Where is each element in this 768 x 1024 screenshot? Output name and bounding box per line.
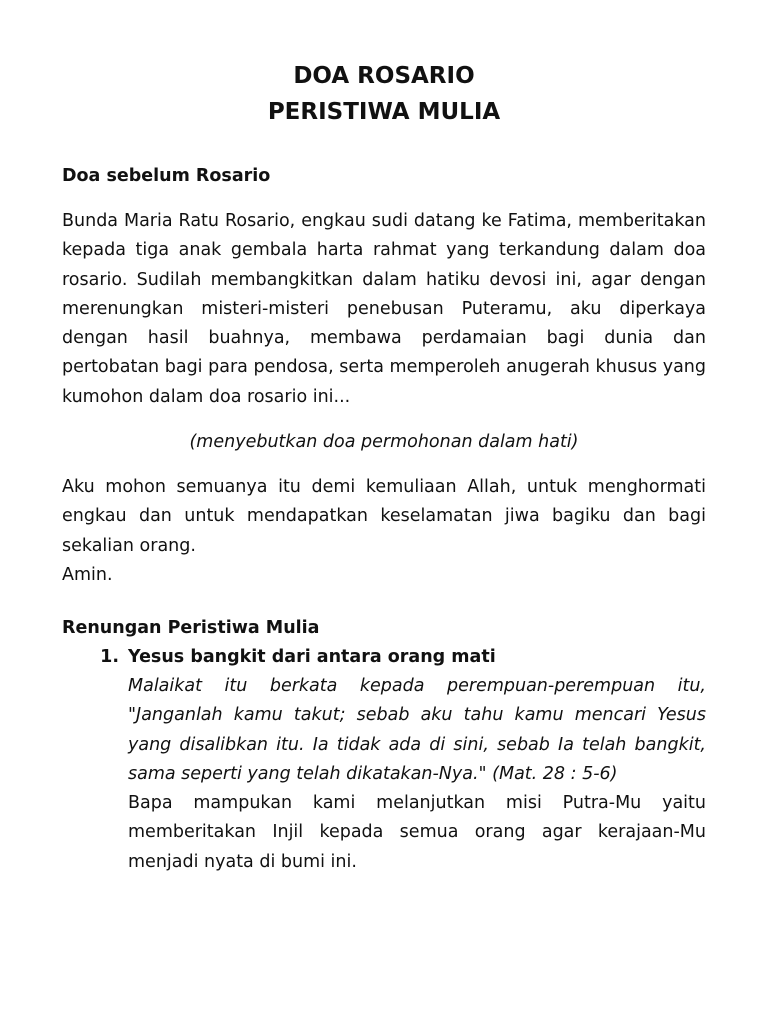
- title-line-2: PERISTIWA MULIA: [267, 99, 501, 125]
- title-line-1: DOA ROSARIO: [293, 63, 475, 89]
- prayer-paragraph-1: Bunda Maria Ratu Rosario, engkau sudi datang ke Fatima, memberitakan kepada tiga anak gembala harta rahmat yang terkandung dalam doa rosario. Sudilah membangkitkan dalam hatiku devosi ini, agar dengan merenungkan misteri-misteri penebusan Puteramu, aku diperkaya dengan hasil buahnya, membawa perdamaian bagi dunia dan pertobatan bagi para pendosa, serta memperoleh anugerah khusus yang kumohon dalam doa rosario ini...: [62, 211, 706, 407]
- amen-text: Amin.: [62, 564, 113, 585]
- list-item-title: Yesus bangkit dari antara orang mati: [128, 646, 496, 667]
- section-heading-doa-sebelum-rosario: Doa sebelum Rosario: [62, 166, 271, 186]
- list-item-body: [128, 643, 706, 877]
- prayer-paragraph-2: Aku mohon semuanya itu demi kemuliaan Allah, untuk menghormati engkau dan untuk mendapatkan keselamatan jiwa bagiku dan bagi sekalian orang.: [62, 477, 706, 556]
- list-item-number: 1.: [100, 646, 119, 667]
- instruction-text: (menyebutkan doa permohonan dalam hati): [189, 432, 579, 453]
- scripture-quote: Malaikat itu berkata kepada perempuan-perempuan itu, "Janganlah kamu takut; sebab aku tahu kamu mencari Yesus yang disalibkan itu. Ia tidak ada di sini, sebab Ia telah bangkit, sama seperti yang telah dikatakan-Nya." (Mat. 28 : 5-6): [128, 675, 706, 784]
- document-page: [62, 58, 706, 877]
- list-item: [62, 643, 706, 877]
- item-prayer: Bapa mampukan kami melanjutkan misi Putra-Mu yaitu memberitakan Injil kepada semua orang agar kerajaan-Mu menjadi nyata di bumi ini.: [128, 793, 706, 872]
- section-heading-renungan: Renungan Peristiwa Mulia: [62, 617, 320, 638]
